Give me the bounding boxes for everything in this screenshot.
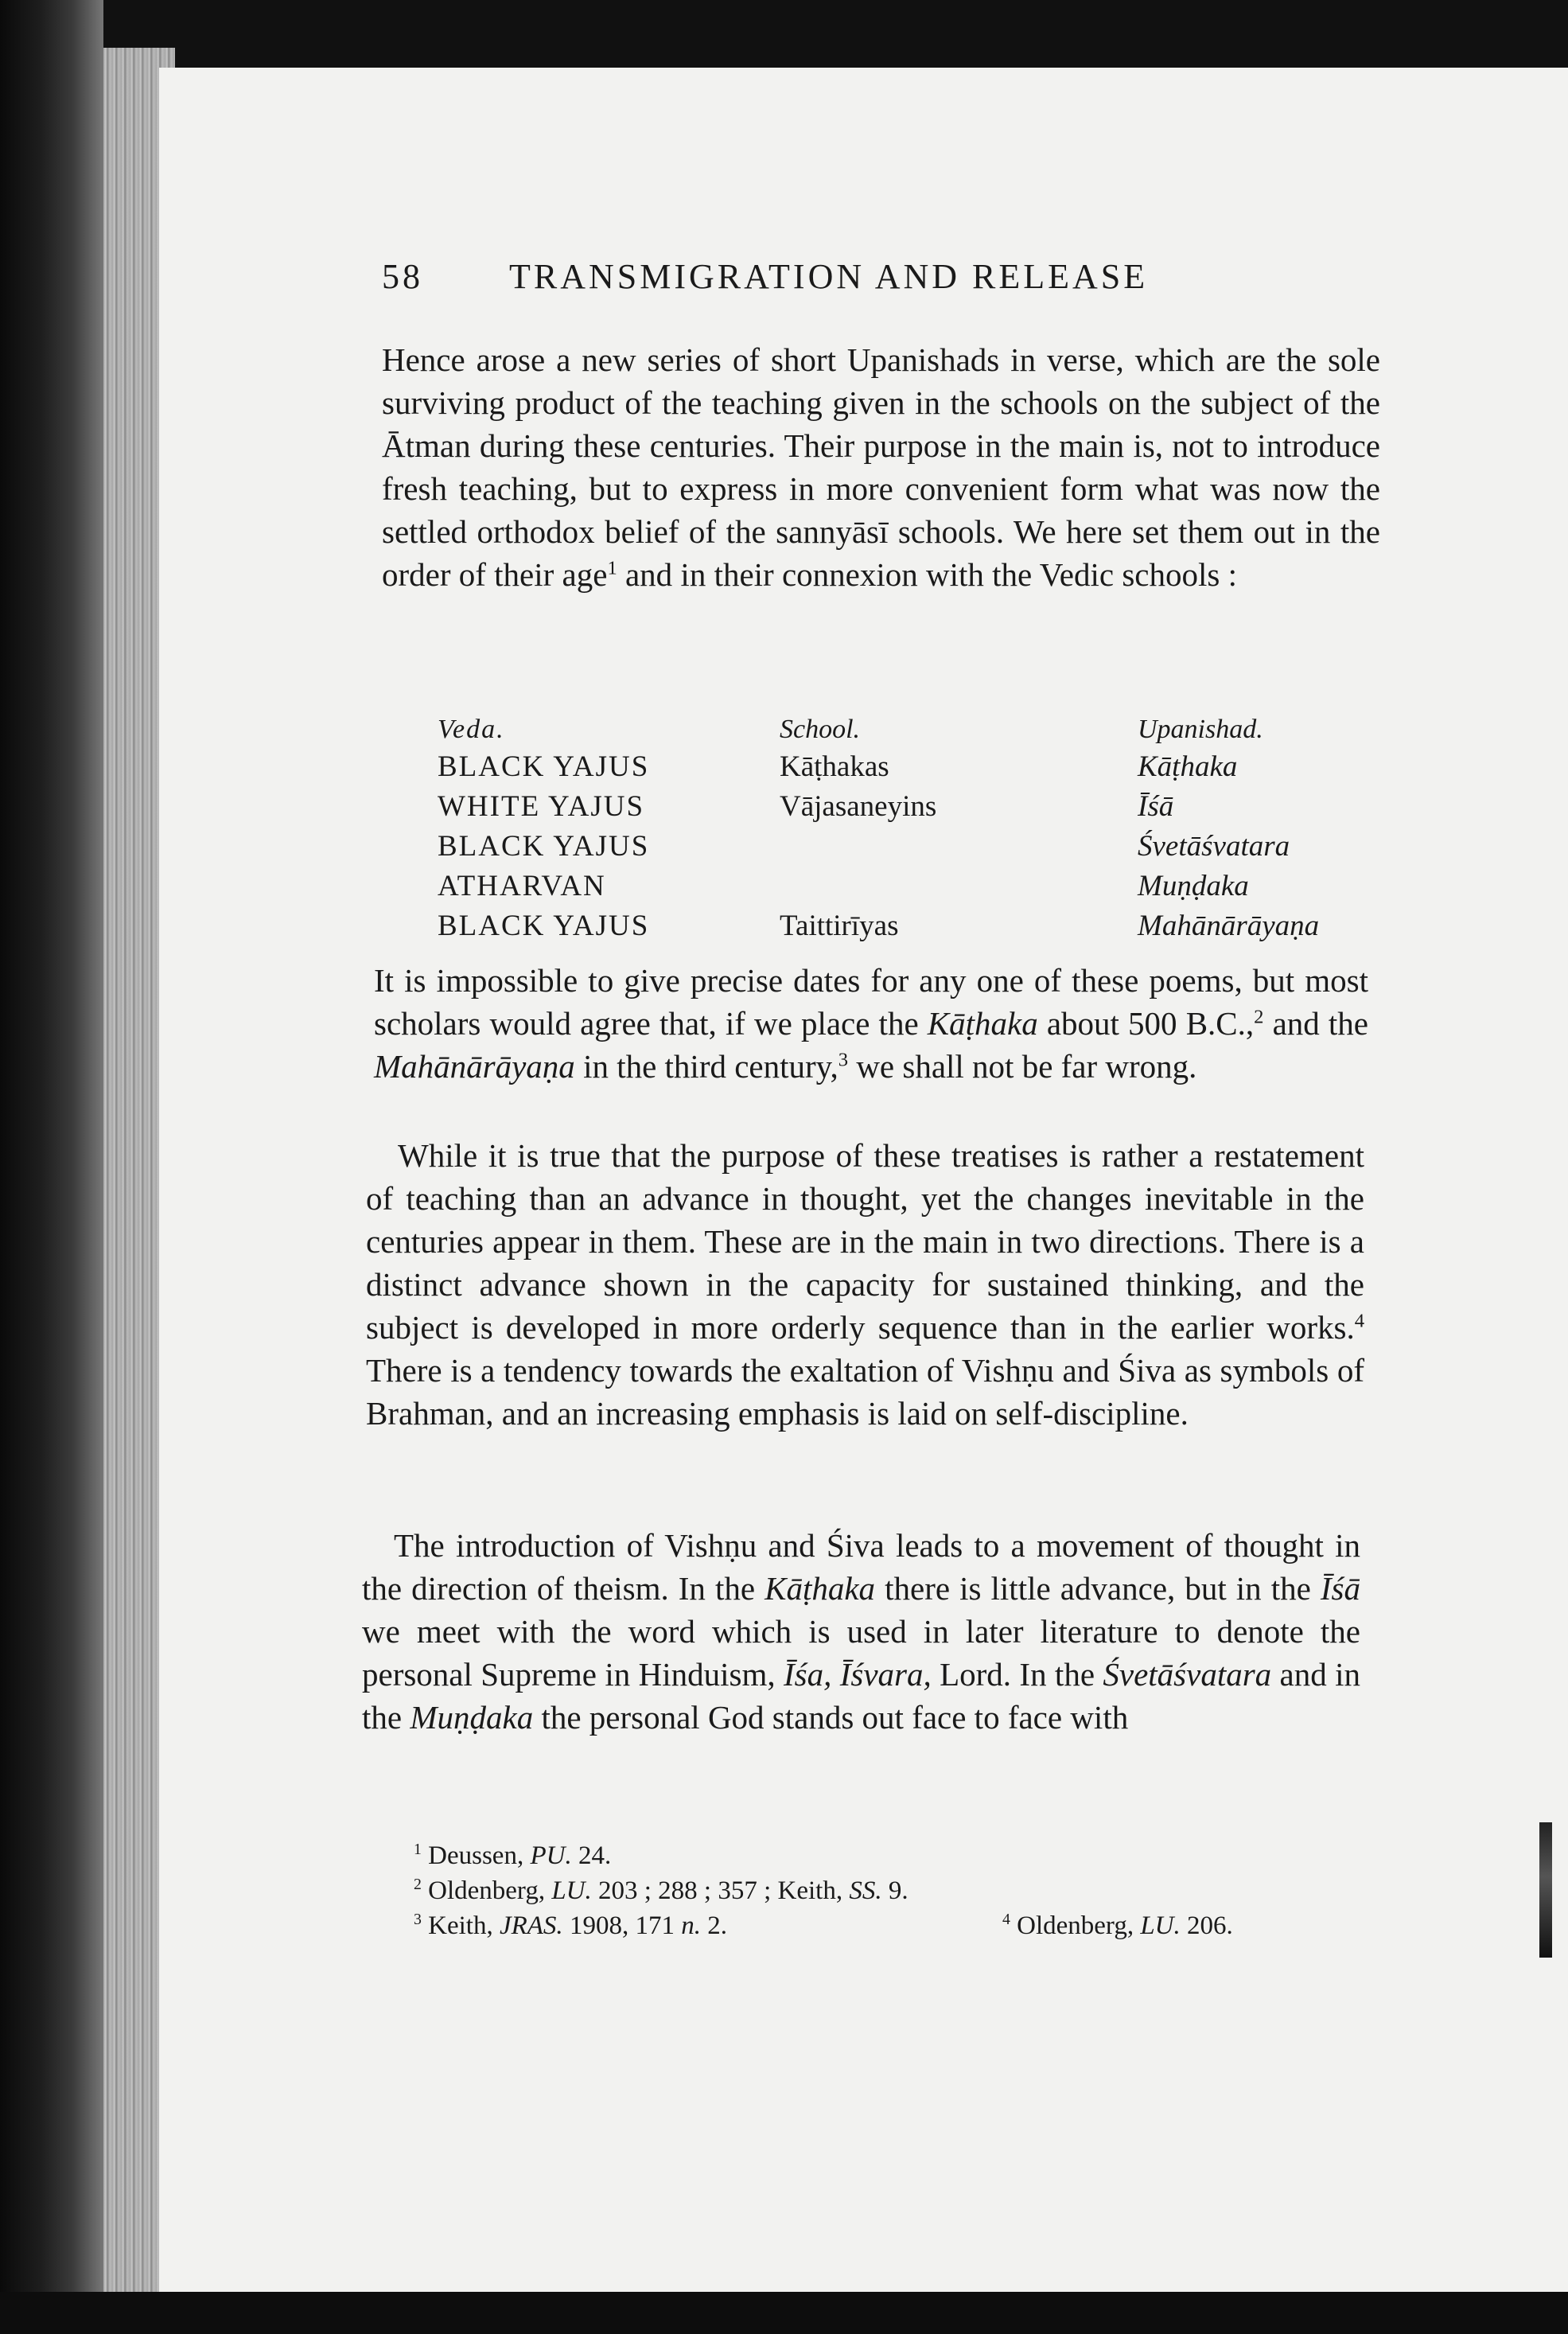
text: Keith, — [421, 1911, 500, 1940]
italic-abbrev: LU. — [1140, 1911, 1181, 1940]
italic-abbrev: LU. — [551, 1876, 592, 1905]
italic-abbrev: SS. — [849, 1876, 882, 1905]
footnote-ref-2: 2 — [1254, 1006, 1264, 1028]
school-cell: Taittirīyas — [780, 910, 899, 942]
paragraph-1 — [382, 338, 1380, 596]
footnotes — [414, 1838, 1368, 1943]
school-cell — [780, 867, 936, 906]
veda-cell: ATHARVAN — [438, 870, 606, 902]
italic-title: Muṇḍaka — [410, 1699, 534, 1736]
text: The introduction of Vishṇu and Śiva leads to a movement of thought in the direction of theism. In the — [362, 1527, 1360, 1607]
italic-title: Kāṭhaka — [927, 1005, 1038, 1042]
italic-title: Mahānārāyaṇa — [374, 1048, 575, 1085]
upanishad-table — [430, 712, 1368, 951]
italic-title: Kāṭhaka — [765, 1570, 876, 1607]
text: It is impossible to give precise dates for any one of these poems, but most scholars would agree that, if we place the — [374, 962, 1368, 1042]
school-cell — [780, 827, 936, 867]
school-header: School. — [780, 715, 861, 744]
running-title: TRANSMIGRATION AND RELEASE — [509, 257, 1149, 296]
text: about 500 B.C., — [1037, 1005, 1255, 1042]
text: 9. — [881, 1876, 909, 1905]
school-cell: Vājasaneyins — [780, 790, 937, 823]
text: 24. — [571, 1841, 612, 1870]
veda-cell: WHITE YAJUS — [438, 790, 645, 823]
text: 206. — [1180, 1911, 1233, 1940]
school-column — [780, 712, 936, 946]
italic-abbrev: JRAS. — [499, 1911, 563, 1940]
paragraph-1-text: Hence arose a new series of short Upanishads in verse, which are the sole surviving product of the teaching given in the schools on the subject of the Ātman during these centuries. Their purpose in the main is, not to introduce fresh teaching, but to express in more convenient form what was now the settled orthodox belief of the sannyāsī schools. We here set them out in the order of their age — [382, 341, 1380, 593]
footnote-1 — [414, 1838, 1368, 1873]
text: the personal God stands out face to face with — [533, 1699, 1129, 1736]
veda-cell: BLACK YAJUS — [438, 910, 650, 942]
upanishad-cell: Śvetāśvatara — [1138, 830, 1290, 863]
paragraph-1-end: and in their connexion with the Vedic schools : — [617, 556, 1237, 593]
text: we shall not be far wrong. — [848, 1048, 1197, 1085]
page-number: 58 — [382, 257, 423, 296]
scan-edge-mark — [1539, 1822, 1552, 1958]
footnote-ref-1: 1 — [607, 557, 617, 579]
upanishad-header: Upanishad. — [1138, 715, 1263, 744]
text: and in the — [362, 1656, 1361, 1736]
italic-abbrev: n. — [681, 1911, 701, 1940]
school-cell: Kāṭhakas — [780, 750, 889, 783]
upanishad-cell: Mahānārāyaṇa — [1138, 910, 1320, 942]
text: in the third century, — [574, 1048, 838, 1085]
footnote-marker: 3 — [414, 1911, 422, 1928]
footnote-4 — [1002, 1908, 1233, 1943]
text: 1908, 171 — [562, 1911, 682, 1940]
footnote-marker: 1 — [414, 1841, 422, 1858]
text: Oldenberg, — [421, 1876, 552, 1905]
text: we meet with the word which is used in later literature to denote the personal Supreme in Hinduism, — [362, 1613, 1360, 1693]
text: 203 ; 288 ; 357 ; Keith, — [591, 1876, 850, 1905]
upanishad-cell: Muṇḍaka — [1138, 870, 1249, 902]
footnote-2 — [414, 1873, 1368, 1908]
text: 2. — [700, 1911, 727, 1940]
upanishad-cell: Kāṭhaka — [1138, 750, 1238, 783]
paragraph-3 — [366, 1134, 1364, 1435]
footnote-ref-4: 4 — [1354, 1310, 1364, 1332]
text: There is a tendency towards the exaltation of Vishṇu and Śiva as symbols of Brahman, and an increasing emphasis is laid on self-discipline. — [366, 1352, 1364, 1432]
italic-abbrev: PU. — [530, 1841, 572, 1870]
italic-term: Īśa, Īśvara, — [783, 1656, 932, 1693]
veda-column — [438, 712, 649, 946]
italic-title: Śvetāśvatara — [1103, 1656, 1272, 1693]
paragraph-2 — [374, 959, 1368, 1088]
running-header — [382, 256, 1336, 304]
text: Deussen, — [421, 1841, 531, 1870]
footnote-marker: 4 — [1002, 1911, 1010, 1928]
upanishad-cell: Īśā — [1138, 790, 1174, 823]
text: While it is true that the purpose of these treatises is rather a restatement of teaching than an advance in thought, yet the changes inevitable in the centuries appear in them. These are in the main in two directions. There is a distinct advance shown in the capacity for sustained thinking, and the subject is developed in more orderly sequence than in the earlier works. — [366, 1137, 1364, 1346]
upanishad-column — [1138, 712, 1319, 946]
footnote-marker: 2 — [414, 1876, 422, 1893]
footnote-ref-3: 3 — [838, 1049, 849, 1071]
text: Lord. In the — [931, 1656, 1103, 1693]
veda-cell: BLACK YAJUS — [438, 830, 650, 863]
text: Oldenberg, — [1010, 1911, 1141, 1940]
italic-title: Īśā — [1320, 1570, 1360, 1607]
scan-border-left — [0, 0, 103, 2334]
paragraph-4 — [362, 1524, 1360, 1739]
veda-cell: BLACK YAJUS — [438, 750, 650, 783]
text: and the — [1263, 1005, 1368, 1042]
veda-header: Veda. — [438, 715, 505, 744]
text: there is little advance, but in the — [875, 1570, 1321, 1607]
scan-border-bottom — [0, 2292, 1568, 2334]
